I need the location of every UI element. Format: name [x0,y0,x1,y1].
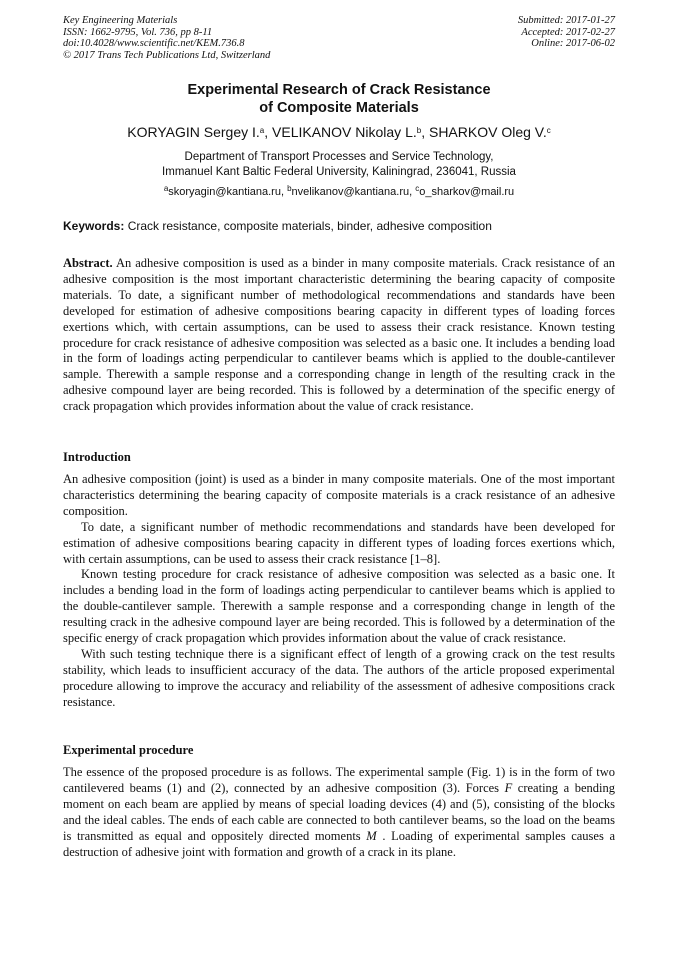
intro-paragraph-2: To date, a significant number of methodic recommendations and standards have been developed for estimation of adhesive compositions bearing capacity in different types of loading forces exertions which, with certain assumptions, can be used to assess their crack resistance [1–8]. [63,519,615,566]
author-list [0,123,678,141]
copyright-line: © 2017 Trans Tech Publications Ltd, Switzerland [63,49,271,61]
affiliation-line-2: Immanuel Kant Baltic Federal University, Kaliningrad, 236041, Russia [162,166,516,178]
intro-paragraph-4: With such testing technique there is a significant effect of length of a growing crack on the test results stability, which leads to insufficient accuracy of the data. The authors of the article proposed experimental procedure allowing to improve the accuracy and reliability of the assessment of adhesive compositions crack resistance. [63,646,615,709]
journal-info [63,15,270,61]
abstract-text: An adhesive composition is used as a binder in many composite materials. Crack resistance of an adhesive composition is the most important characteristic determining the bearing capacity of composite materials. To date, a significant number of methodological recommendations and standards have been developed for estimation of adhesive compositions bearing capacity in different types of loading forces exertions which, with certain assumptions, can be used to assess their crack resistance. Known testing procedure for crack resistance of adhesive composition was selected as a basic one. It includes a bending load in the form of loadings acting perpendicular to cantilever beams which is applied to the double-cantilever sample. Therewith a sample response and a corresponding change in length of the resulting crack in the adhesive compound layer are being recorded. This is followed by a determination of the specific energy of crack propagation which provides information about the value of crack resistance. [63,256,615,414]
experimental-paragraph [63,765,615,860]
moment-variable: M [366,828,377,843]
keywords [63,219,615,234]
keywords-label: Keywords: [63,219,125,233]
author-separator: , [421,124,429,140]
accepted-date: Accepted: 2017-02-27 [521,26,615,38]
keywords-text: Crack resistance, composite materials, binder, adhesive composition [127,219,492,233]
abstract [63,256,615,415]
email-list [0,185,678,199]
email-1: skoryagin@kantiana.ru [168,186,281,198]
title-line-2: of Composite Materials [259,100,419,116]
title-line-1: Experimental Research of Crack Resistance [187,82,491,98]
paper-title [0,81,678,117]
author-2-mark: b [416,126,422,135]
experimental-section [63,765,615,860]
affiliation [0,150,678,180]
doi-line: doi:10.4028/www.scientific.net/KEM.736.8 [63,38,245,49]
email-2-mark: b [287,184,292,193]
exp-text-2: creating a bending moment on each beam are applied by means of special loading devices (4) and (5), consisting of the blocks and the ideal cables. The ends of each cable are connected to both cantilever beams, so the load on the beams is transmitted as equal and oppositely directed moments [63,780,615,843]
intro-paragraph-3: Known testing procedure for crack resistance of adhesive composition was selected as a basic one. It includes a bending load in the form of loadings acting perpendicular to cantilever beams which is applied to the double-cantilever sample. Therewith a sample response and a corresponding change in length of the resulting crack in the adhesive compound layer are being recorded. This is followed by a determination of the specific energy of crack propagation which provides information about the value of crack resistance. [63,567,615,646]
introduction-heading: Introduction [63,450,131,464]
email-3-mark: c [415,184,420,193]
exp-text-3: . Loading of experimental samples causes a destruction of adhesive joint with formation and growth of a crack in its plane. [63,828,615,859]
submission-dates [518,15,615,50]
exp-text-1: The essence of the proposed procedure is as follows. The experimental sample (Fig. 1) is in the form of two cantilevered beams (1) and (2), connected by an adhesive composition (3). Forces [63,765,615,795]
introduction-section [63,472,615,711]
submitted-date: Submitted: 2017-01-27 [517,15,615,26]
email-3: o_sharkov@mail.ru [419,186,515,198]
author-2: VELIKANOV Nikolay L. [272,124,417,140]
author-separator: , [264,124,273,140]
author-3: SHARKOV Oleg V. [428,124,547,140]
issn-line: ISSN: 1662-9795, Vol. 736, pp 8-11 [63,26,213,38]
intro-paragraph-1: An adhesive composition (joint) is used as a binder in many composite materials. One of the most important characteristics determining the bearing capacity of composite materials is a crack resistance of an adhesive composition. [63,472,615,518]
email-1-mark: a [163,184,169,193]
email-2: nvelikanov@kantiana.ru [291,186,410,198]
abstract-label: Abstract. [63,256,113,270]
force-variable: F [504,780,513,795]
affiliation-line-1: Department of Transport Processes and Service Technology, [184,151,494,163]
online-date: Online: 2017-06-02 [531,38,615,49]
experimental-heading: Experimental procedure [63,743,194,757]
email-separator: , [409,186,416,198]
journal-name: Key Engineering Materials [63,15,178,26]
email-separator: , [280,186,288,198]
author-1: KORYAGIN Sergey I. [127,124,260,140]
author-1-mark: a [259,126,265,135]
author-3-mark: c [546,126,551,135]
